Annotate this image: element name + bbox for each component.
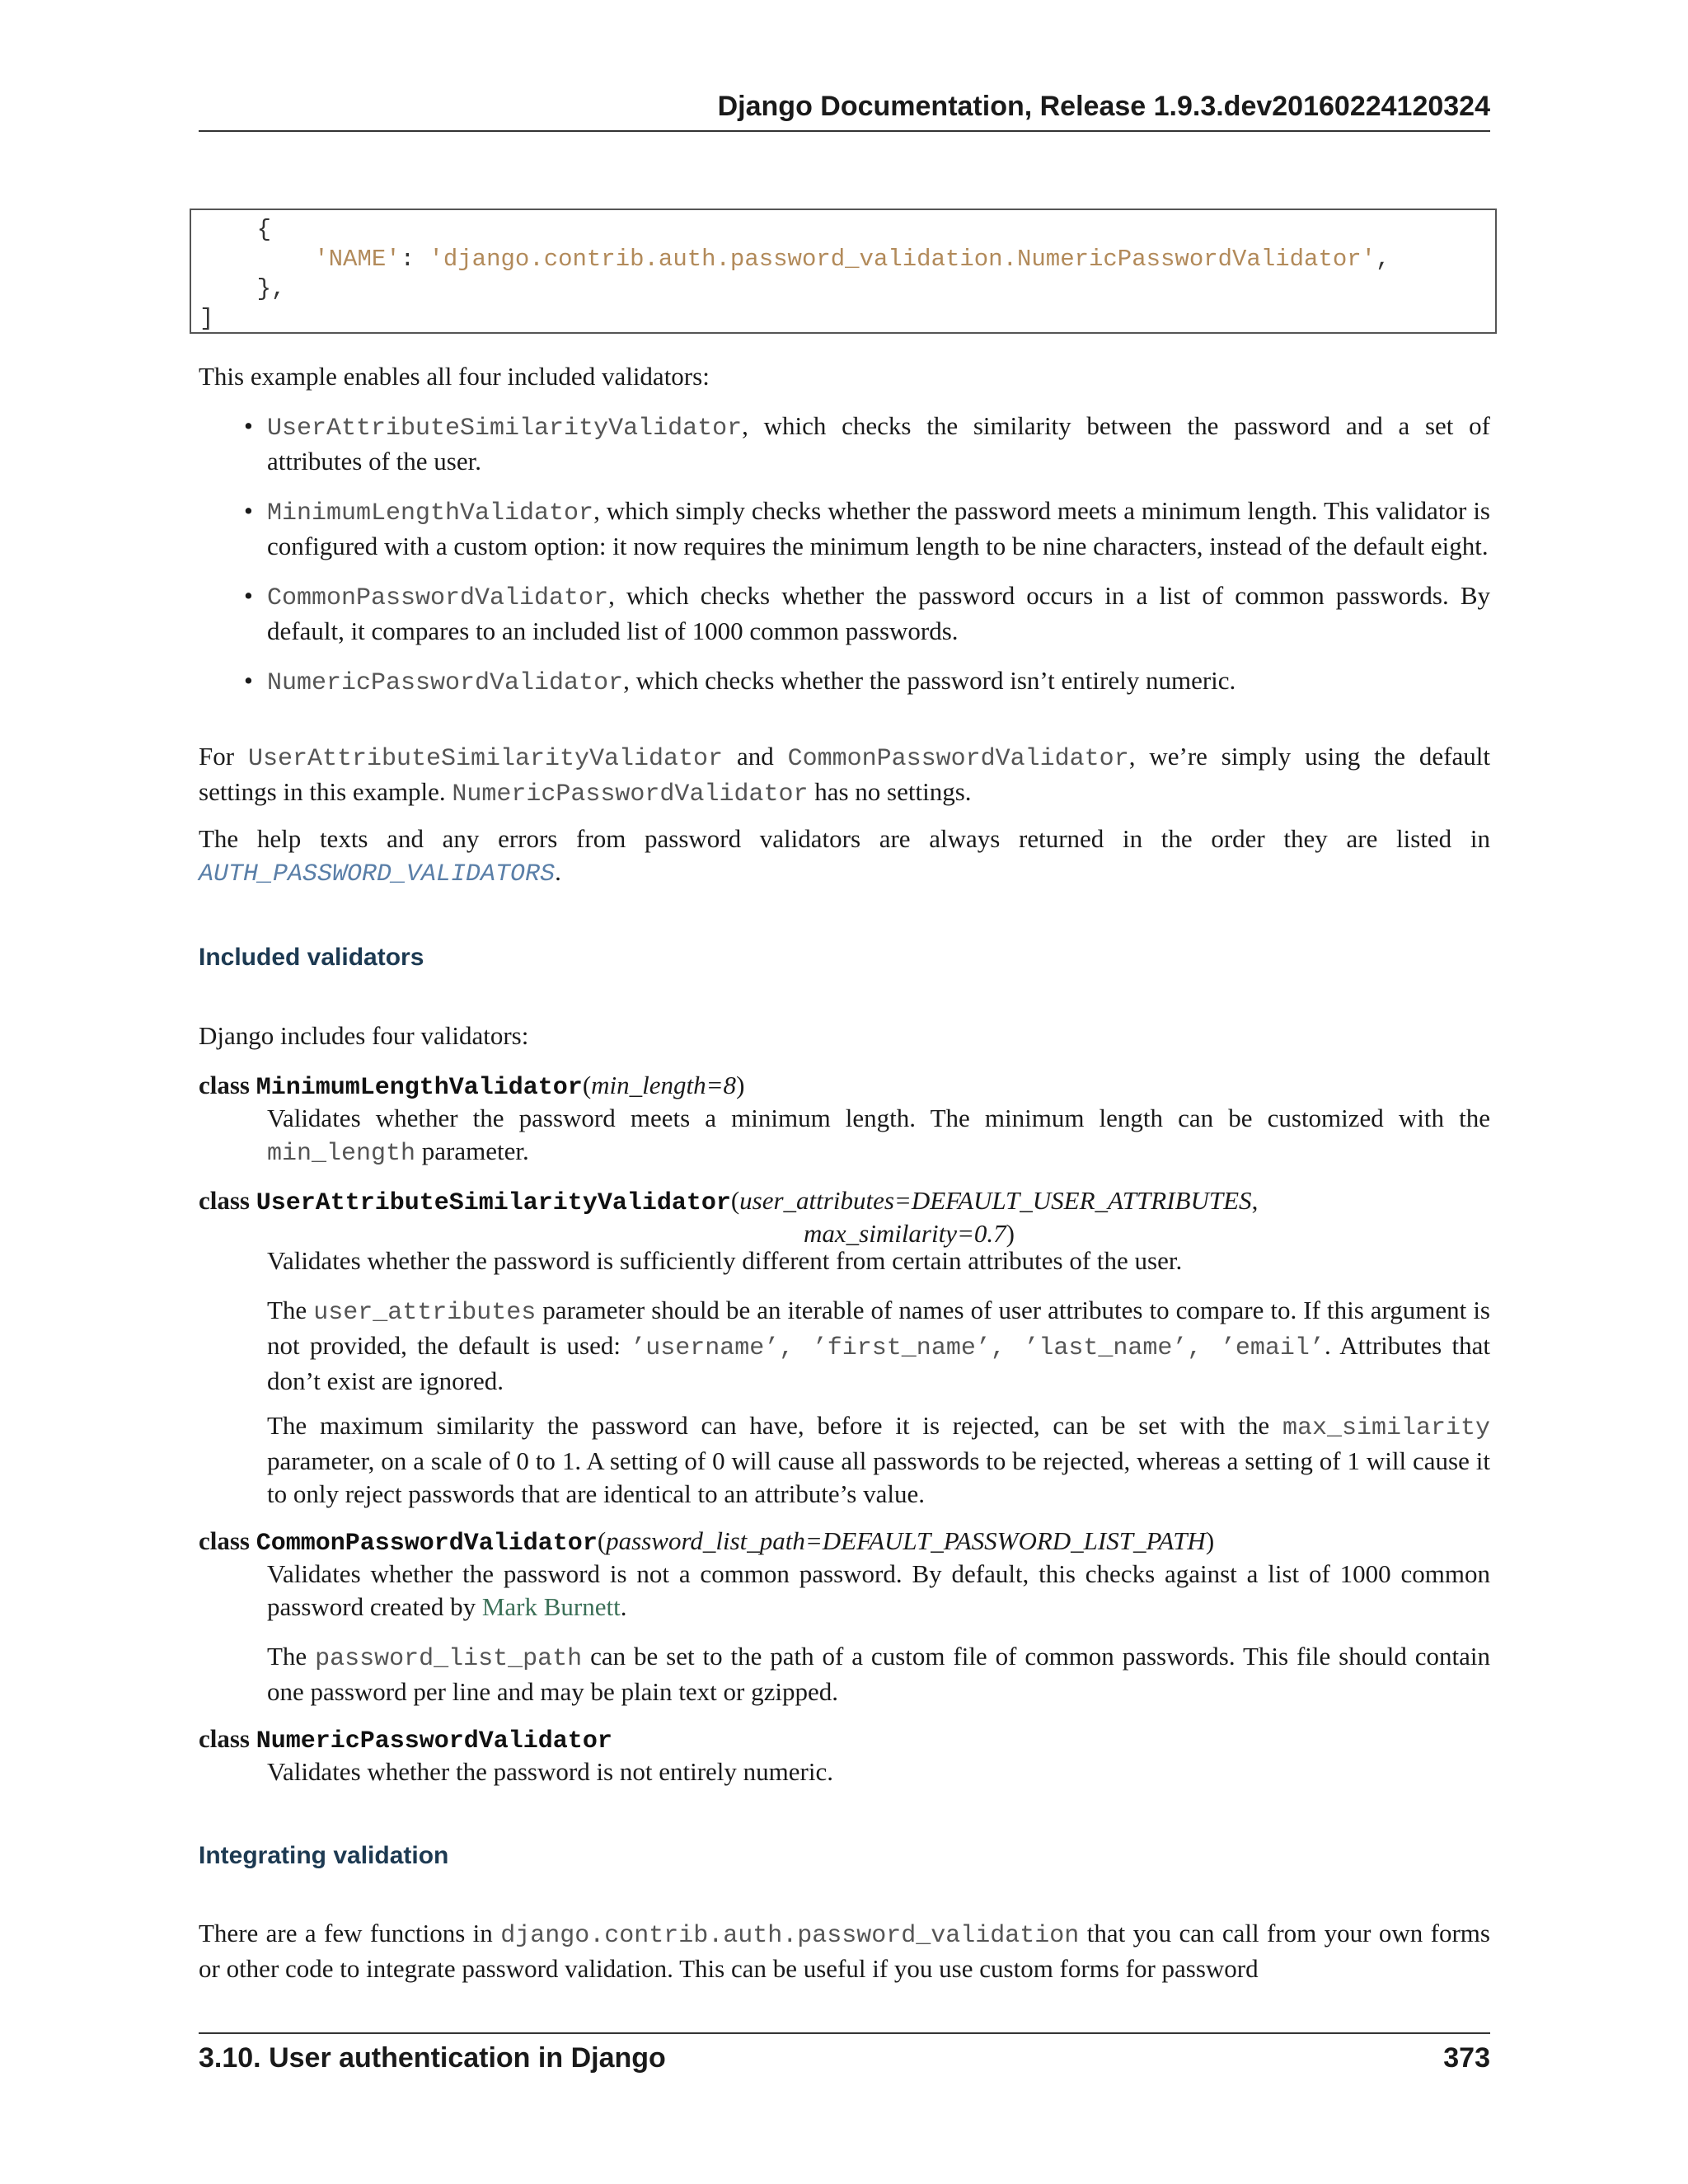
class-keyword: class xyxy=(199,1526,250,1555)
class-description xyxy=(267,1294,1490,1398)
list-item xyxy=(199,664,1490,700)
code-value: 'django.contrib.auth.password_validation.NumericPasswordValidator' xyxy=(429,246,1376,273)
text-run: The xyxy=(267,1296,314,1324)
text-run: can be set to the path of a custom file of common passwords. This file should contain one password per line and may be plain text or gzipped. xyxy=(267,1642,1491,1706)
code-line-1: { xyxy=(199,216,272,243)
class-keyword: class xyxy=(199,1724,250,1753)
paren-close: ) xyxy=(1006,1219,1015,1248)
list-item-text: , which simply checks whether the password meets a minimum length. This validator is configured with a custom option: it now requires the minimum length to be nine characters, instead of the default eight. xyxy=(267,496,1490,560)
code-indent xyxy=(199,246,314,273)
auth-password-validators-link[interactable]: AUTH_PASSWORD_VALIDATORS xyxy=(199,860,556,888)
paren-open: ( xyxy=(597,1526,607,1555)
class-description xyxy=(267,1558,1490,1624)
class-params: user_attributes=DEFAULT_USER_ATTRIBUTES xyxy=(739,1186,1252,1215)
class-name: UserAttributeSimilarityValidator xyxy=(256,1189,731,1217)
list-item-text: , which checks whether the password occurs in a list of common passwords. By default, it compares to an included list of 1000 common passwords. xyxy=(267,581,1490,645)
code-line-4: ] xyxy=(199,305,214,332)
text-run: . Attributes that don’t exist are ignored. xyxy=(267,1331,1490,1395)
code-line-2 xyxy=(199,246,1390,273)
code-line-3: }, xyxy=(199,275,286,302)
class-name: MinimumLengthValidator xyxy=(256,1074,583,1102)
list-item-code: NumericPasswordValidator xyxy=(267,669,624,697)
list-item-code: UserAttributeSimilarityValidator xyxy=(267,415,743,443)
defaults-paragraph xyxy=(199,740,1490,811)
param-separator: , xyxy=(1251,1186,1259,1215)
list-item-code: MinimumLengthValidator xyxy=(267,499,594,527)
code-colon: : xyxy=(400,246,429,273)
list-item xyxy=(199,410,1490,478)
class-keyword: class xyxy=(199,1186,250,1215)
inline-code: password_list_path xyxy=(315,1645,583,1673)
page-number: 373 xyxy=(1443,2042,1490,2074)
inline-code: NumericPasswordValidator xyxy=(452,780,809,808)
footer-section-title: 3.10. User authentication in Django xyxy=(199,2042,666,2074)
mark-burnett-link[interactable]: Mark Burnett xyxy=(481,1592,621,1621)
bullet-dot: • xyxy=(244,411,253,440)
paren-open: ( xyxy=(730,1186,740,1215)
class-keyword: class xyxy=(199,1071,250,1099)
text-run: . xyxy=(620,1592,627,1621)
class-description xyxy=(267,1640,1490,1708)
text-run: parameter should be an iterable of names of user attributes to compare to. If this argument is not provided, the default is used: xyxy=(267,1296,1490,1360)
inline-code: django.contrib.auth.password_validation xyxy=(500,1922,1080,1950)
inline-code: ’username’, ’first_name’, ’last_name’, ’email’ xyxy=(631,1334,1325,1362)
list-item xyxy=(199,579,1490,648)
inline-code: min_length xyxy=(267,1140,416,1168)
paren-open: ( xyxy=(582,1071,592,1099)
class-params: max_similarity=0.7 xyxy=(804,1219,1006,1248)
text-run: Validates whether the password is not a common password. By default, this checks against a list of 1000 common password created by xyxy=(267,1559,1490,1621)
class-description xyxy=(267,1409,1490,1511)
list-item-text: , which checks whether the password isn’t entirely numeric. xyxy=(623,666,1236,695)
section-heading-integrating: Integrating validation xyxy=(199,1842,449,1869)
code-comma: , xyxy=(1376,246,1390,273)
text-run: parameter, on a scale of 0 to 1. A setting of 0 will cause all passwords to be rejected, whereas a setting of 1 will cause it to only reject passwords that are identical to an attribute’s value. xyxy=(267,1446,1490,1508)
code-block xyxy=(190,209,1497,334)
list-item-code: CommonPasswordValidator xyxy=(267,584,609,612)
text-run: that you can call from your own forms or other code to integrate password validation. This can be useful if you use custom forms for password xyxy=(199,1919,1490,1983)
text-run: . xyxy=(555,857,561,886)
included-intro: Django includes four validators: xyxy=(199,1021,529,1050)
class-description: Validates whether the password is not entirely numeric. xyxy=(267,1757,833,1786)
text-run: , we’re simply using the default settings in this example. xyxy=(199,742,1490,806)
text-run: The maximum similarity the password can have, before it is rejected, can be set with the xyxy=(267,1411,1282,1440)
text-run: Validates whether the password meets a minimum length. The minimum length can be customized with the xyxy=(267,1104,1490,1132)
class-description: Validates whether the password is sufficiently different from certain attributes of the user. xyxy=(267,1246,1183,1275)
list-item-text: , which checks the similarity between the password and a set of attributes of the user. xyxy=(267,411,1490,476)
code-key: 'NAME' xyxy=(314,246,401,273)
text-run: and xyxy=(723,742,788,771)
order-paragraph xyxy=(199,823,1490,891)
text-run: parameter. xyxy=(415,1137,529,1165)
class-description xyxy=(267,1102,1490,1170)
text-run: There are a few functions in xyxy=(199,1919,501,1947)
class-name: NumericPasswordValidator xyxy=(256,1727,612,1755)
class-signature-minimum-length xyxy=(199,1069,1490,1104)
text-run: The help texts and any errors from password validators are always returned in the order they are listed in xyxy=(199,824,1490,853)
class-params: password_list_path=DEFAULT_PASSWORD_LIST_PATH xyxy=(606,1526,1206,1555)
bullet-dot: • xyxy=(244,581,253,610)
validator-list xyxy=(199,410,1490,700)
list-item xyxy=(199,494,1490,563)
class-signature-numeric-password xyxy=(199,1722,1490,1758)
class-name: CommonPasswordValidator xyxy=(256,1530,598,1558)
class-signature-user-attribute-similarity xyxy=(199,1184,1490,1220)
inline-code: CommonPasswordValidator xyxy=(787,745,1129,773)
inline-code: UserAttributeSimilarityValidator xyxy=(247,745,724,773)
running-header: Django Documentation, Release 1.9.3.dev20160224120324 xyxy=(199,89,1490,132)
section-heading-included: Included validators xyxy=(199,944,424,971)
text-run: The xyxy=(267,1642,316,1671)
text-run: has no settings. xyxy=(808,777,972,806)
class-params: min_length=8 xyxy=(591,1071,737,1099)
class-signature-common-password xyxy=(199,1525,1490,1560)
intro-paragraph: This example enables all four included validators: xyxy=(199,362,710,391)
bullet-dot: • xyxy=(244,496,253,525)
bullet-dot: • xyxy=(244,666,253,695)
text-run: For xyxy=(199,742,248,771)
running-footer xyxy=(199,2032,1490,2075)
inline-code: user_attributes xyxy=(313,1299,537,1327)
integrating-paragraph xyxy=(199,1917,1490,1985)
paren-close: ) xyxy=(1205,1526,1215,1555)
inline-code: max_similarity xyxy=(1282,1414,1490,1442)
paren-close: ) xyxy=(736,1071,745,1099)
